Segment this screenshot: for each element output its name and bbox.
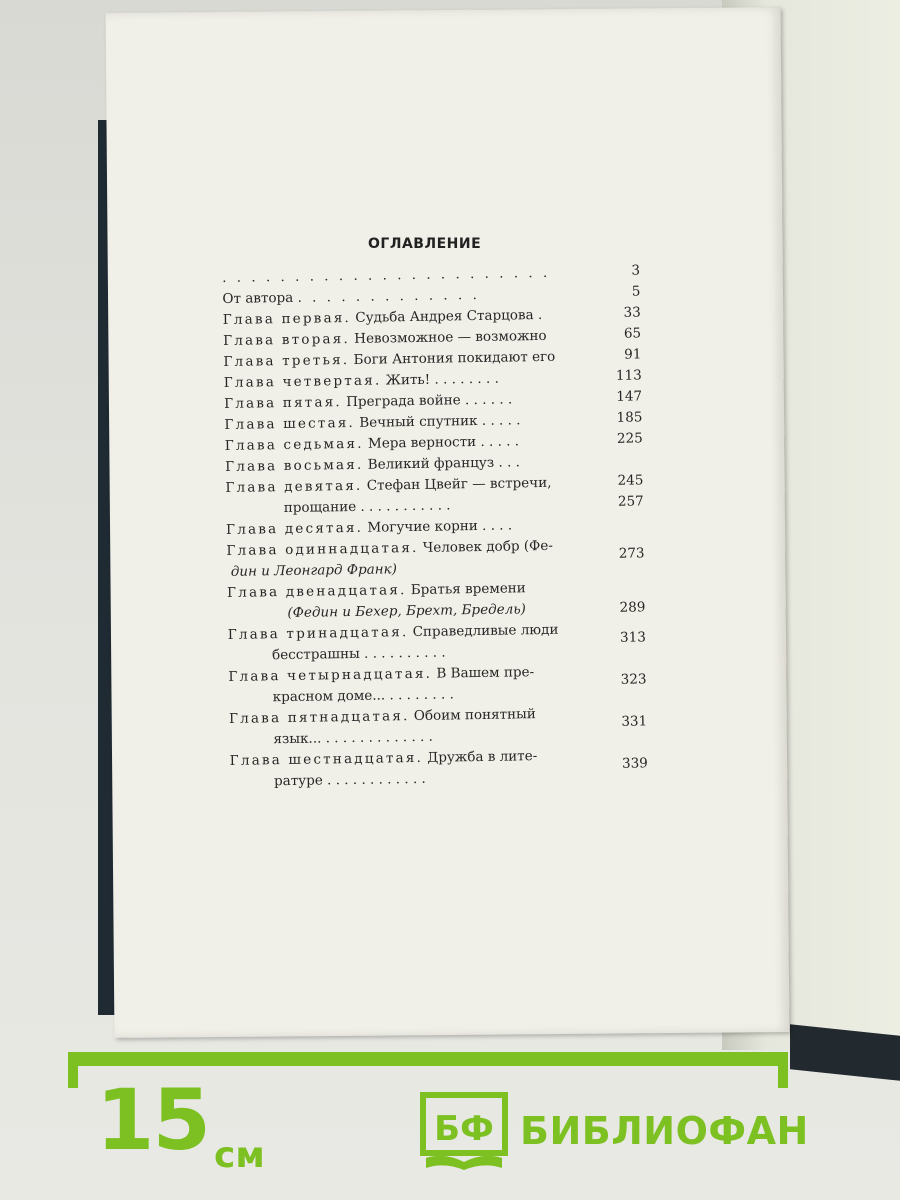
toc-page-number: 331 xyxy=(621,713,648,730)
toc-chapter: Глава шестая. xyxy=(224,414,356,433)
ruler-length-number: 15 xyxy=(96,1071,209,1169)
toc-title-continued: бесстрашны . . . . . . . . . . xyxy=(271,644,446,664)
toc-title: От автора xyxy=(222,289,294,307)
toc-title: В Вашем пре- xyxy=(436,664,535,682)
toc-title: Жить! . . . . . . . . xyxy=(385,370,499,389)
toc-entry xyxy=(230,744,661,793)
toc-page-number: 257 xyxy=(617,493,644,510)
toc-heading: ОГЛАВЛЕНИЕ xyxy=(368,236,482,252)
toc-chapter: Глава третья. xyxy=(223,352,350,370)
toc-title: Братья времени xyxy=(410,580,526,599)
toc-title: Судьба Андрея Старцова . xyxy=(355,306,543,326)
ruler-tick-left xyxy=(68,1052,78,1088)
toc-chapter: Глава восьмая. xyxy=(225,456,364,475)
toc-title: Человек добр (Фе- xyxy=(422,537,553,556)
toc-chapter: Глава вторая. xyxy=(223,331,351,349)
table-of-contents xyxy=(222,261,660,793)
toc-chapter: Глава двенадцатая. xyxy=(226,582,407,601)
toc-title: Могучие корни . . . . xyxy=(367,517,513,536)
toc-chapter: Глава девятая. xyxy=(225,477,363,496)
toc-page-number: 273 xyxy=(618,545,645,562)
toc-title: Боги Антония покидают его xyxy=(353,348,556,368)
toc-entry xyxy=(225,471,656,520)
toc-entry xyxy=(226,534,657,583)
toc-page-number: 289 xyxy=(619,599,646,616)
toc-leader: . . . . . . . . . . . . . . . . . . . . . . . xyxy=(222,264,551,286)
brand-name: БИБЛИОФАН xyxy=(520,1109,809,1153)
toc-entry xyxy=(228,618,659,667)
ruler-tick-right xyxy=(778,1052,788,1088)
toc-title-continued: красном доме... . . . . . . . . xyxy=(272,686,454,706)
toc-title: Справедливые люди xyxy=(412,621,559,641)
toc-page-number: 225 xyxy=(616,430,643,447)
toc-chapter: Глава первая. xyxy=(222,309,352,328)
ruler-bar xyxy=(68,1052,788,1066)
toc-title: Невозможное — возможно xyxy=(354,327,547,347)
toc-title-continued: дин и Леонгард Франк) xyxy=(230,561,398,580)
toc-page-number: 323 xyxy=(620,671,647,688)
toc-chapter: Глава тринадцатая. xyxy=(227,624,409,643)
toc-title: Мера верности . . . . . xyxy=(367,433,520,452)
toc-page-number: 65 xyxy=(623,325,642,342)
toc-title-continued: ратуре . . . . . . . . . . . . xyxy=(273,770,426,790)
toc-page-number: 113 xyxy=(615,367,642,384)
toc-title: Стефан Цвейг — встречи, xyxy=(366,474,552,494)
toc-chapter: Глава одиннадцатая. xyxy=(226,539,419,559)
toc-page-number: 5 xyxy=(631,283,641,300)
toc-chapter: Глава пятая. xyxy=(224,394,342,412)
toc-page-number: 33 xyxy=(623,304,641,321)
toc-page-number: 313 xyxy=(619,629,646,646)
toc-title: Дружба в лите- xyxy=(427,748,538,766)
toc-title: Вечный спутник . . . . . xyxy=(359,412,521,431)
toc-entry xyxy=(229,702,660,751)
svg-text:БФ: БФ xyxy=(434,1109,494,1149)
toc-page-number: 339 xyxy=(621,755,648,772)
toc-title: Обоим понятный xyxy=(413,706,536,725)
toc-page-number: 3 xyxy=(631,262,641,279)
toc-chapter: Глава пятнадцатая. xyxy=(228,708,410,727)
toc-page-number: 91 xyxy=(624,346,642,363)
toc-title-continued: язык... . . . . . . . . . . . . . xyxy=(273,728,434,748)
toc-leader: . . . . . . . . . . . . . xyxy=(297,286,480,306)
toc-entry xyxy=(227,576,658,625)
toc-chapter: Глава седьмая. xyxy=(224,435,364,454)
toc-chapter: Глава шестнадцатая. xyxy=(229,749,424,769)
toc-page-number: 185 xyxy=(616,409,643,426)
brand-logo-icon xyxy=(420,1092,508,1172)
toc-title-continued: (Федин и Бехер, Брехт, Бредель) xyxy=(287,601,527,622)
toc-entry xyxy=(228,660,659,709)
toc-chapter: Глава десятая. xyxy=(225,519,364,538)
toc-page-number: 147 xyxy=(616,388,643,405)
toc-chapter: Глава четвертая. xyxy=(223,372,382,391)
toc-title: Преграда войне . . . . . . xyxy=(346,391,513,411)
toc-chapter: Глава четырнадцатая. xyxy=(228,665,433,685)
ruler-length-unit: см xyxy=(214,1135,265,1176)
toc-title: Великий француз . . . xyxy=(367,454,521,473)
toc-page-number: 245 xyxy=(617,472,644,489)
toc-title-continued: прощание . . . . . . . . . . . xyxy=(283,497,451,517)
